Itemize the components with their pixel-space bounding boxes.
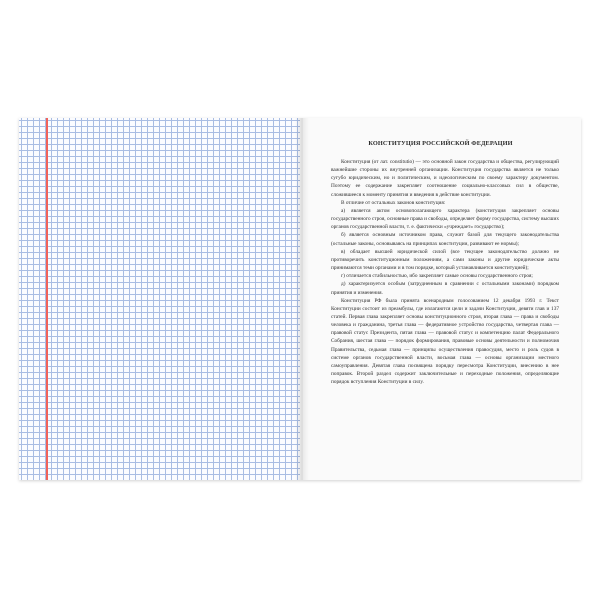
paragraph-item-d: д) характеризуется особым (затрудненным в сравнении с остальными законами) порядком принятия и изменения. [331, 281, 559, 296]
paragraph-structure: Конституция РФ была принята всенародным голосованием 12 декабря 1993 г. Текст Конституции состоит из преамбулы, где излагаются цели и задачи Конституции, девяти глав и 137 статей. Первая глава закрепляет основы конституционного строя, вторая глава — права и свободы человека и гражданина, третья глава — федеративное устройство государства, четвертая глава — правовой статус Президента, пятая глава — правовой статус и компетенцию палат Федерального Собрания, шестая глава — порядок формирования, правовые основы деятельности и полномочия Правительства, седьмая глава — принципы осуществления правосудия, место и роль судов в системе органов государственной власти, восьмая глава — основы организации местного самоуправления. Девятая глава посвящена порядку пересмотра Конституции, внесению в нее поправок. Второй раздел содержит заключительные и переходные положения, определяющие порядок вступления Конституции в силу. [331, 297, 559, 386]
red-margin-line [46, 118, 48, 480]
paragraph-item-b: б) является основным источником права, служит базой для текущего законодательства (остальные законы, основываясь на принципах конституции, развивают ее нормы); [331, 232, 559, 247]
document-body [331, 156, 559, 386]
right-page-text [300, 118, 581, 480]
notebook-spine [295, 118, 309, 480]
paragraph-definition: Конституция (от лат. constitutio) — это основной закон государства и общества, регулирующий важнейшие стороны их внутренней организации. Конституция государства является не только сугубо юридическим, но и политическим, и идеологическим по своему характеру документом. Поэтому ее содержание закрепляет соотношение социально-классовых сил в обществе, сложившееся к моменту принятия и введения в действие конституции. [331, 159, 559, 198]
paragraph-intro-list: В отличие от остальных законов конституция: [341, 199, 446, 206]
open-notebook [19, 118, 581, 480]
paragraph-item-v: в) обладает высшей юридической силой (все текущее законодательство должно не противоречить конституционным положениям, а сами законы и другие юридические акты принимаются теми органами и в том порядке, который устанавливается конституцией); [331, 248, 559, 272]
paragraph-item-g: г) отличается стабильностью, ибо закрепляет самые основы государственного строя; [341, 273, 533, 280]
paragraph-item-a: а) является актом основополагающего характера (конституция закрепляет основы государственного строя, основные права и свободы, определяет форму государства, систему высших органов государственной власти, т. е. фактически «учреждает» государство); [331, 207, 559, 231]
left-page-grid [19, 118, 300, 480]
document-title: КОНСТИТУЦИЯ РОССИЙСКОЙ ФЕДЕРАЦИИ [368, 140, 513, 147]
